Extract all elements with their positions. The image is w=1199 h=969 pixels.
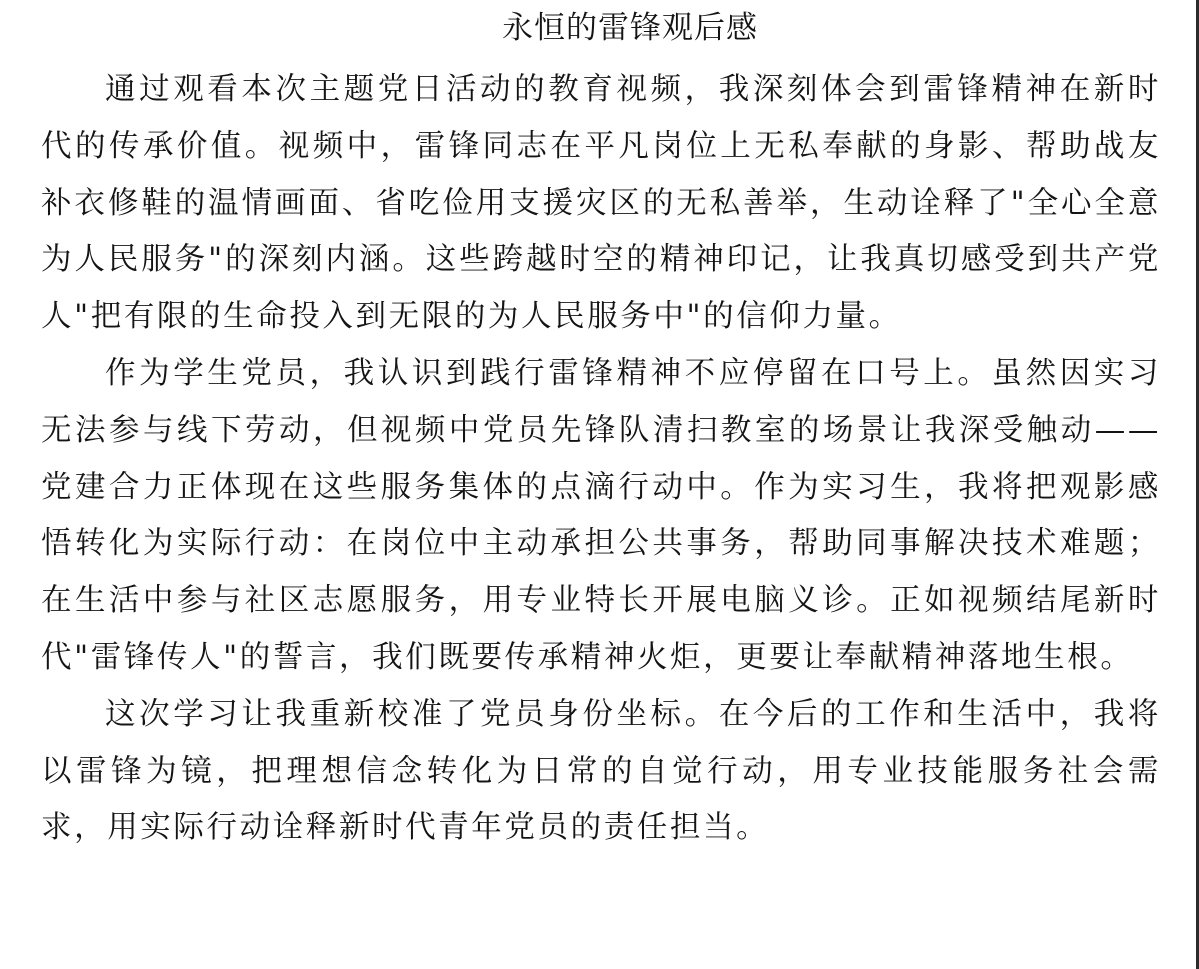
- paragraph-2: 作为学生党员，我认识到践行雷锋精神不应停留在口号上。虽然因实习无法参与线下劳动，但视频中党员先锋队清扫教室的场景让我深受触动——党建合力正体现在这些服务集体的点滴行动中。作为实习生，我将把观影感悟转化为实际行动：在岗位中主动承担公共事务，帮助同事解决技术难题；在生活中参与社区志愿服务，用专业特长开展电脑义诊。正如视频结尾新时代"雷锋传人"的誓言，我们既要传承精神火炬，更要让奉献精神落地生根。: [41, 355, 1161, 675]
- document-body: [41, 62, 1161, 857]
- paragraph-1: 通过观看本次主题党日活动的教育视频，我深刻体会到雷锋精神在新时代的传承价值。视频中，雷锋同志在平凡岗位上无私奉献的身影、帮助战友补衣修鞋的温情画面、省吃俭用支援灾区的无私善举，生动诠释了"全心全意为人民服务"的深刻内涵。这些跨越时空的精神印记，让我真切感受到共产党人"把有限的生命投入到无限的为人民服务中"的信仰力量。: [41, 72, 1161, 335]
- document-title: 永恒的雷锋观后感: [502, 10, 758, 46]
- paragraph-3: 这次学习让我重新校准了党员身份坐标。在今后的工作和生活中，我将以雷锋为镜，把理想信念转化为日常的自觉行动，用专业技能服务社会需求，用实际行动诠释新时代青年党员的责任担当。: [41, 696, 1161, 846]
